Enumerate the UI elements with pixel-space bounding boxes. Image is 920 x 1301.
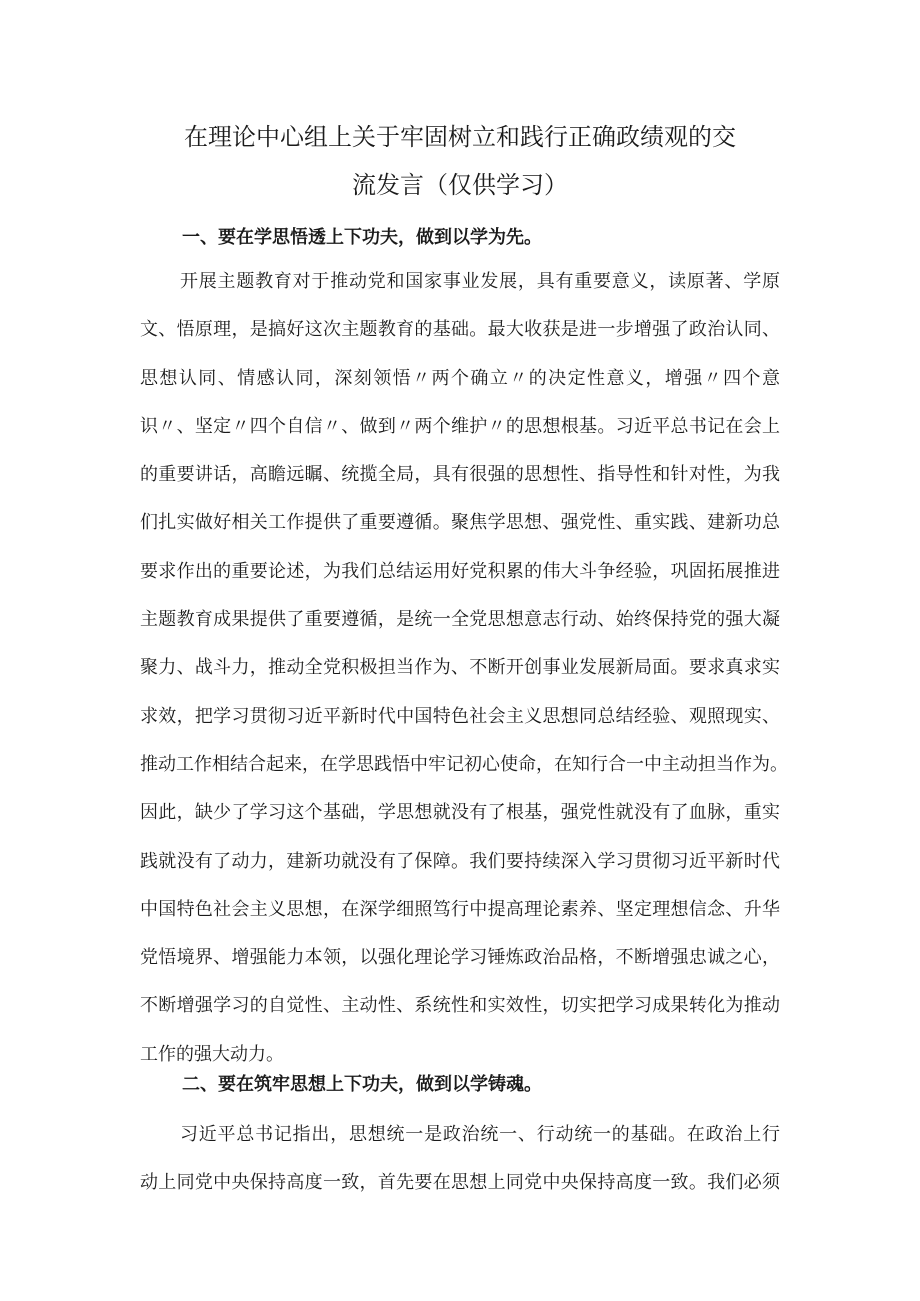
paragraph-line: 开展主题教育对于推动党和国家事业发展，具有重要意义，读原著、学原 xyxy=(180,271,780,292)
section-1-paragraph xyxy=(140,258,788,1079)
document-title-line-1: 在理论中心组上关于牢固树立和践行正确政绩观的交 xyxy=(184,123,736,151)
paragraph-line: 党悟境界、增强能力本领，以强化理论学习锤炼政治品格，不断增强忠诚之心， xyxy=(140,947,780,969)
paragraph-line: 中国特色社会主义思想，在深学细照笃行中提高理论素养、坚定理想信念、升华 xyxy=(140,898,780,920)
paragraph-line: 动上同党中央保持高度一致，首先要在思想上同党中央保持高度一致。我们必须 xyxy=(140,1172,780,1194)
paragraph-line: 们扎实做好相关工作提供了重要遵循。聚焦学思想、强党性、重实践、建新功总 xyxy=(140,512,780,534)
paragraph-line: 思想认同、情感认同，深刻领悟〃两个确立〃的决定性意义，增强〃四个意 xyxy=(140,367,780,389)
section-2-heading: 二、要在筑牢思想上下功夫，做到以学铸魂。 xyxy=(182,1074,542,1095)
paragraph-line: 识〃、坚定〃四个自信〃、做到〃两个维护〃的思想根基。习近平总书记在会上 xyxy=(140,415,780,437)
paragraph-line: 推动工作相结合起来，在学思践悟中牢记初心使命，在知行合一中主动担当作为。 xyxy=(140,753,788,775)
section-1-heading: 一、要在学思悟透上下功夫，做到以学为先。 xyxy=(182,227,542,248)
paragraph-line: 聚力、战斗力，推动全党积极担当作为、不断开创事业发展新局面。要求真求实 xyxy=(140,657,780,679)
paragraph-line: 习近平总书记指出，思想统一是政治统一、行动统一的基础。在政治上行 xyxy=(180,1124,780,1145)
paragraph-line: 求效，把学习贯彻习近平新时代中国特色社会主义思想同总结经验、观照现实、 xyxy=(140,705,780,727)
paragraph-line: 因此，缺少了学习这个基础，学思想就没有了根基，强党性就没有了血脉，重实 xyxy=(140,802,780,824)
section-2-paragraph xyxy=(140,1111,780,1208)
paragraph-line: 文、悟原理，是搞好这次主题教育的基础。最大收获是进一步增强了政治认同、 xyxy=(140,319,780,341)
paragraph-line: 不断增强学习的自觉性、主动性、系统性和实效性，切实把学习成果转化为推动 xyxy=(140,995,780,1017)
paragraph-line: 的重要讲话，高瞻远瞩、统揽全局，具有很强的思想性、指导性和针对性，为我 xyxy=(140,464,780,486)
paragraph-line: 要求作出的重要论述，为我们总结运用好党积累的伟大斗争经验，巩固拓展推进 xyxy=(140,560,780,582)
paragraph-line: 工作的强大动力。 xyxy=(140,1043,284,1065)
paragraph-line: 践就没有了动力，建新功就没有了保障。我们要持续深入学习贯彻习近平新时代 xyxy=(140,850,780,872)
paragraph-line: 主题教育成果提供了重要遵循，是统一全党思想意志行动、始终保持党的强大凝 xyxy=(140,609,780,631)
document-title-line-2: 流发言（仅供学习） xyxy=(352,171,568,199)
